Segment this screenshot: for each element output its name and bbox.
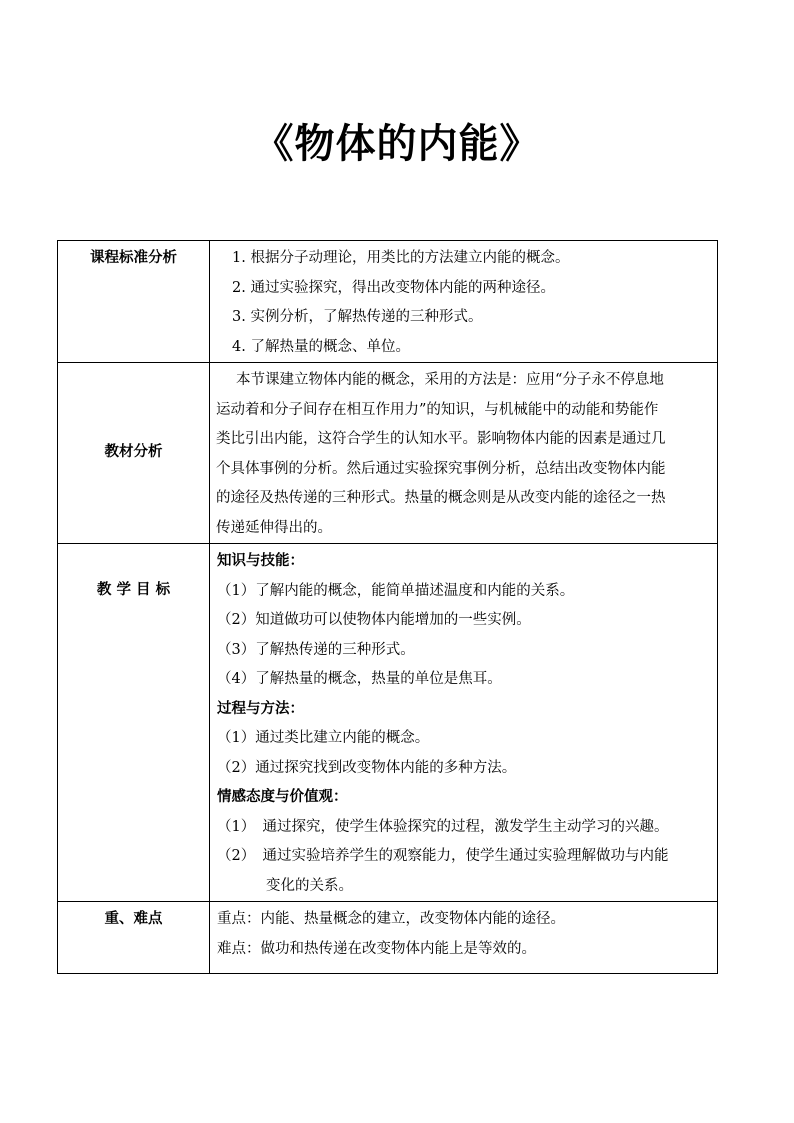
cell-material (210, 363, 718, 544)
goal-item: （1）了解内能的概念，能简单描述温度和内能的关系。 (217, 582, 575, 599)
goal-item: （2）知道做功可以使物体内能增加的一些实例。 (217, 612, 531, 628)
header-material: 教材分析 (58, 363, 210, 544)
keypoint-item: 重点：内能、热量概念的建立，改变物体内能的途径。 (217, 911, 565, 927)
material-line: 传递延伸得出的。 (216, 519, 332, 536)
curriculum-item: 3. 实例分析，了解热传递的三种形式。 (232, 309, 483, 325)
material-line: 运动着和分子间存在相互作用力”的知识，与机械能中的动能和势能作 (216, 401, 659, 418)
curriculum-item: 1. 根据分子动理论，用类比的方法建立内能的概念。 (232, 250, 570, 266)
goal-item: 变化的关系。 (266, 877, 353, 894)
row-goals (58, 544, 718, 902)
process-heading: 过程与方法： (217, 700, 304, 717)
material-line: 的途径及热传递的三种形式。热量的概念则是从改变内能的途径之一热 (216, 490, 666, 506)
header-goals: 教 学 目 标 (58, 544, 210, 902)
lesson-plan-table (57, 240, 718, 974)
page-title: 《物体的内能》 (253, 121, 541, 167)
goal-item: （1） 通过探究，使学生体验探究的过程，激发学生主动学习的兴趣。 (217, 818, 669, 835)
keypoint-item: 难点：做功和热传递在改变物体内能上是等效的。 (217, 940, 536, 957)
goal-item: （2） 通过实验培养学生的观察能力，使学生通过实验理解做功与内能 (217, 848, 669, 864)
goal-item: （2）通过探究找到改变物体内能的多种方法。 (217, 759, 517, 776)
cell-curriculum (210, 241, 718, 363)
header-curriculum: 课程标准分析 (58, 241, 210, 363)
row-keypoints (58, 902, 718, 974)
goal-item: （4）了解热量的概念，热量的单位是焦耳。 (217, 671, 502, 687)
header-keypoints: 重、难点 (58, 902, 210, 974)
goal-item: （1）通过类比建立内能的概念。 (217, 730, 430, 746)
row-curriculum (58, 241, 718, 363)
material-line: 本节课建立物体内能的概念，采用的方法是：应用“分子永不停息地 (236, 372, 664, 388)
material-line: 类比引出内能，这符合学生的认知水平。影响物体内能的因素是通过几 (216, 431, 666, 447)
emotion-heading: 情感态度与价值观： (217, 789, 348, 805)
knowledge-heading: 知识与技能： (217, 553, 304, 569)
curriculum-item: 4. 了解热量的概念、单位。 (232, 338, 410, 355)
cell-keypoints (210, 902, 718, 974)
material-line: 个具体事例的分析。然后通过实验探究事例分析，总结出改变物体内能 (216, 460, 666, 477)
goal-item: （3）了解热传递的三种形式。 (217, 641, 415, 658)
row-material (58, 363, 718, 544)
cell-goals (210, 544, 718, 902)
curriculum-item: 2. 通过实验探究，得出改变物体内能的两种途径。 (232, 279, 555, 296)
